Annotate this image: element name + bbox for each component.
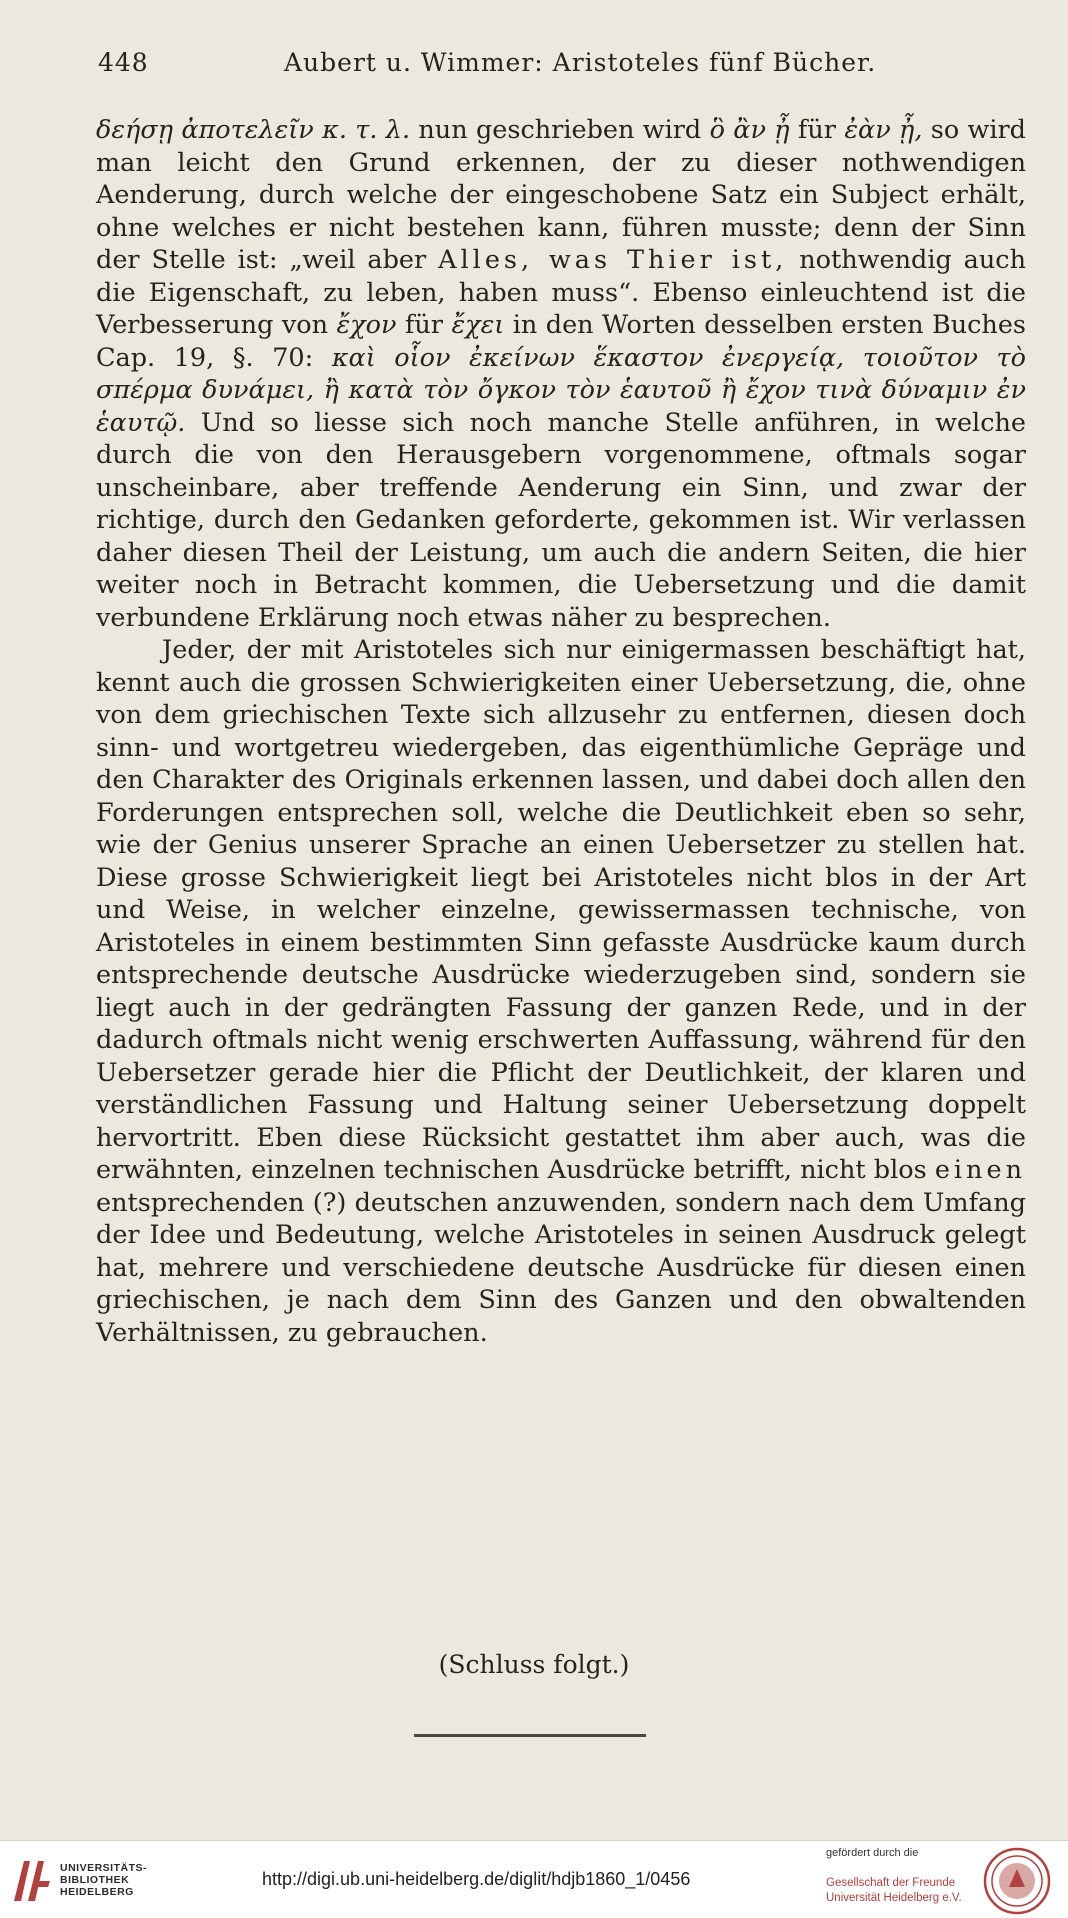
- end-rule: [414, 1734, 646, 1737]
- spaced-emphasis: Alles, was Thier ist,: [438, 245, 788, 275]
- library-logo-icon[interactable]: [10, 1855, 52, 1907]
- sponsor-prefix: gefördert durch die: [826, 1847, 919, 1859]
- greek-phrase: ἐὰν ᾖ,: [844, 115, 923, 145]
- text-run: nun geschrieben wird: [418, 115, 702, 145]
- text-run: für: [404, 310, 443, 340]
- university-seal-icon: [983, 1847, 1051, 1915]
- body-text: [96, 114, 1026, 1349]
- library-name: UNIVERSITÄTS- BIBLIOTHEK HEIDELBERG: [60, 1862, 148, 1898]
- paragraph-1: [96, 114, 1026, 634]
- paragraph-2: [96, 634, 1026, 1349]
- greek-phrase: δεήσῃ ἀποτελεῖν κ. τ. λ.: [96, 115, 411, 145]
- running-title: Aubert u. Wimmer: Aristoteles fünf Bücher.: [284, 48, 877, 77]
- spaced-emphasis: einen: [934, 1155, 1026, 1185]
- page-number: 448: [98, 48, 149, 77]
- text-run: Jeder, der mit Aristoteles sich nur einigermassen beschäftigt hat, kennt auch die grossen Schwierigkeiten einer Uebersetzung, die, ohne von dem griechischen Texte sich allzusehr zu entfernen, diesen doch sinn- und wortgetreu wiedergeben, das eigenthümliche Gepräge und den Charakter des Originals erkennen lassen, und dabei doch allen den Forderungen entsprechen soll, welche die Deutlichkeit eben so sehr, wie der Genius unserer Sprache an einen Uebersetzer zu stellen hat. Diese grosse Schwierigkeit liegt bei Aristoteles nicht blos in der Art und Weise, in welcher einzelne, gewissermassen technische, von Aristoteles in einem bestimmten Sinn gefasste Ausdrücke kaum durch entsprechende deutsche Ausdrücke wiederzugeben sind, sondern sie liegt auch in der gedrängten Fassung der ganzen Rede, und in der dadurch oftmals nicht wenig erschwerten Auffassung, während für den Uebersetzer gerade hier die Pflicht der Deutlichkeit, der klaren und verständlichen Fassung und Haltung seiner Uebersetzung doppelt hervortritt. Eben diese Rücksicht gestattet ihm aber auch, was die erwähnten, einzelnen technischen Ausdrücke betrifft, nicht blos: [96, 635, 1026, 1185]
- permalink-url[interactable]: http://digi.ub.uni-heidelberg.de/diglit/hdjb1860_1/0456: [262, 1869, 691, 1889]
- text-run: so wird man leicht den Grund erkennen, der zu dieser nothwendigen Aenderung, durch welche der eingeschobene Satz ein Subject erhält, ohne welches er nicht bestehen kann, führen musste; denn der Sinn der Stelle ist: „weil aber: [96, 115, 1027, 275]
- text-run: nothwendig auch die Eigenschaft, zu leben, haben muss“. Ebenso einleuchtend ist die Verbesserung von: [96, 245, 1027, 340]
- page-header: [98, 48, 1038, 88]
- greek-phrase: ὃ ἂν ᾖ: [709, 115, 790, 145]
- greek-quotation: καὶ οἷον ἐκείνων ἕκαστον ἐνεργείᾳ, τοιοῦτον τὸ σπέρμα δυνάμει, ἢ κατὰ τὸν ὄγκον τὸν ἑαυτοῦ ἢ ἔχον τινὰ δύναμιν ἐν ἑαυτῷ.: [96, 342, 1026, 438]
- text-run: für: [797, 115, 836, 145]
- sponsor-name[interactable]: Gesellschaft der Freunde Universität Heidelberg e.V.: [826, 1877, 962, 1904]
- text-run: Und so liesse sich noch manche Stelle anführen, in welche durch die von den Herausgebern vorgenommene, oftmals sogar unscheinbare, aber treffende Aenderung ein Sinn, und zwar der richtige, durch den Gedanken geforderte, gekommen ist. Wir verlassen daher diesen Theil der Leistung, um auch die andern Seiten, die hier weiter noch in Betracht kommen, die Uebersetzung und die damit verbundene Erklärung noch etwas näher zu besprechen.: [96, 407, 1026, 633]
- text-run: entsprechenden (?) deutschen anzuwenden, sondern nach dem Umfang der Idee und Bedeutung, welche Aristoteles in seinen Ausdruck gelegt hat, mehrere und verschiedene deutsche Ausdrücke für diesen einen griechischen, je nach dem Sinn des Ganzen und den obwaltenden Verhältnissen, zu gebrauchen.: [96, 1187, 1026, 1348]
- to-be-continued: (Schluss folgt.): [438, 1650, 630, 1679]
- text-run: in den Worten desselben ersten Buches Cap. 19, §. 70:: [96, 310, 1027, 373]
- greek-phrase: ἔχει: [451, 310, 505, 340]
- greek-phrase: ἔχον: [336, 310, 397, 340]
- footer-bar: [0, 1840, 1068, 1918]
